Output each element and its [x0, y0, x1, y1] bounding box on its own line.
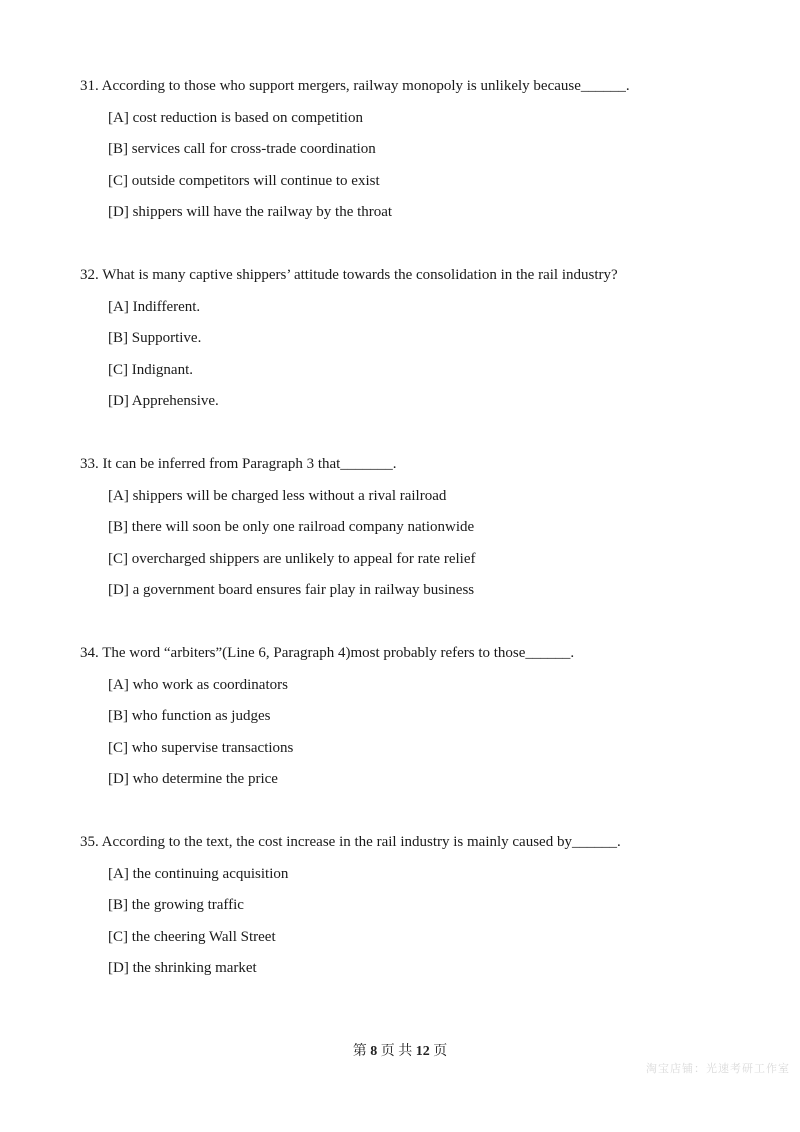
option-d: [D] shippers will have the railway by the throat: [108, 204, 393, 220]
option-a: [A] who work as coordinators: [108, 677, 288, 693]
option-c: [C] overcharged shippers are unlikely to appeal for rate relief: [108, 551, 476, 567]
watermark-text: 淘宝店铺：光速考研工作室: [646, 1062, 790, 1075]
question-stem: 34. The word “arbiters”(Line 6, Paragraph 4)most probably refers to those______.: [80, 645, 575, 661]
option-b: [B] there will soon be only one railroad company nationwide: [108, 519, 475, 535]
current-page-number: 8: [370, 1044, 378, 1059]
option-b: [B] who function as judges: [108, 708, 271, 724]
footer-suffix: 页: [433, 1044, 448, 1059]
option-b: [B] services call for cross-trade coordination: [108, 141, 376, 157]
total-pages-number: 12: [415, 1044, 430, 1059]
option-c: [C] who supervise transactions: [108, 740, 294, 756]
option-c: [C] outside competitors will continue to exist: [108, 173, 380, 189]
question-stem: 32. What is many captive shippers’ attitude towards the consolidation in the rail industry?: [80, 267, 618, 283]
option-a: [A] the continuing acquisition: [108, 866, 289, 882]
footer-middle: 页 共: [380, 1044, 413, 1059]
option-c: [C] the cheering Wall Street: [108, 929, 276, 945]
option-d: [D] the shrinking market: [108, 960, 257, 976]
question-stem: 31. According to those who support mergers, railway monopoly is unlikely because______.: [80, 78, 630, 94]
option-c: [C] Indignant.: [108, 362, 193, 378]
question-stem: 35. According to the text, the cost increase in the rail industry is mainly caused by______.: [80, 834, 621, 850]
option-d: [D] Apprehensive.: [108, 393, 219, 409]
option-a: [A] cost reduction is based on competition: [108, 110, 363, 126]
option-d: [D] who determine the price: [108, 771, 278, 787]
option-b: [B] the growing traffic: [108, 897, 244, 913]
option-d: [D] a government board ensures fair play in railway business: [108, 582, 475, 598]
page-number-footer: [0, 1042, 800, 1062]
question-stem: 33. It can be inferred from Paragraph 3 that_______.: [80, 456, 397, 472]
option-a: [A] Indifferent.: [108, 299, 201, 315]
option-a: [A] shippers will be charged less without a rival railroad: [108, 488, 447, 504]
option-b: [B] Supportive.: [108, 330, 202, 346]
footer-prefix: 第: [352, 1044, 367, 1059]
